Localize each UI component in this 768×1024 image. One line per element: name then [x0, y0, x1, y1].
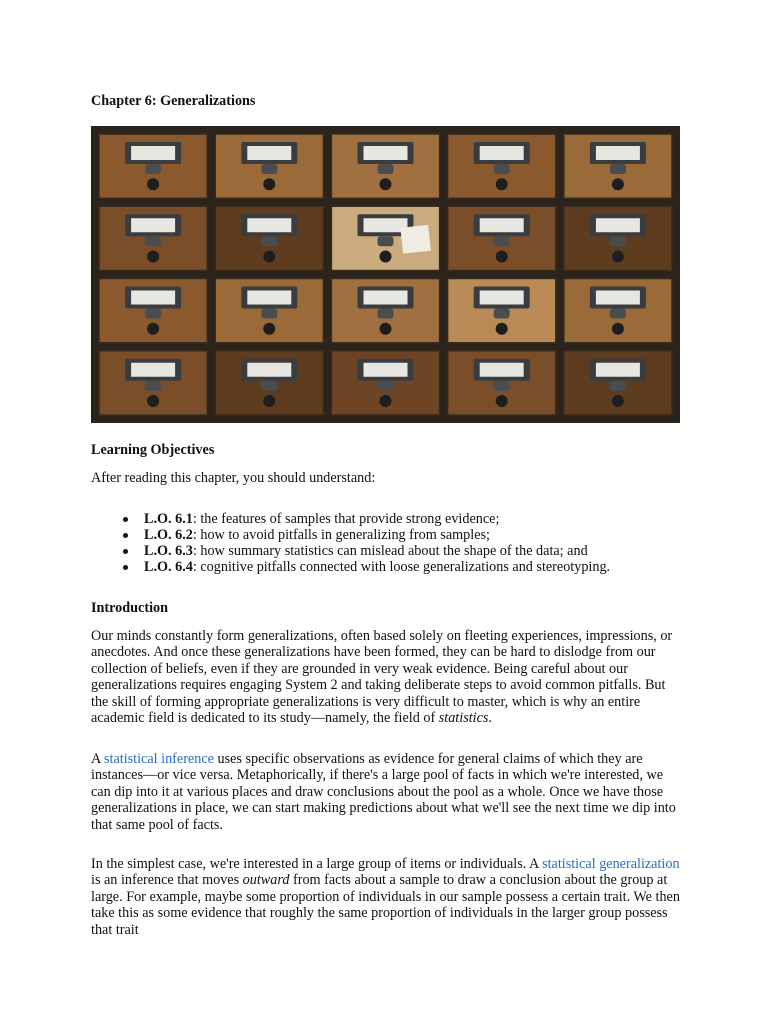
label-card	[596, 363, 640, 377]
paragraph-text: In the simplest case, we're interested in a large group of items or individuals. A	[91, 856, 543, 872]
knob-icon	[263, 395, 275, 407]
drawer-pull	[145, 236, 161, 246]
knob-icon	[147, 178, 159, 190]
drawer-pull	[610, 236, 626, 246]
knob-icon	[263, 251, 275, 263]
label-card	[364, 146, 408, 160]
knob-icon	[496, 323, 508, 335]
knob-icon	[147, 395, 159, 407]
list-item	[91, 527, 711, 543]
knob-icon	[147, 323, 159, 335]
label-card	[131, 146, 175, 160]
drawer-pull	[261, 236, 277, 246]
drawer-pull	[145, 381, 161, 391]
emphasis-text: statistics	[438, 710, 489, 727]
label-card	[596, 146, 640, 160]
knob-icon	[263, 178, 275, 190]
drawer-pull	[261, 309, 277, 319]
introduction-paragraph-2	[91, 751, 681, 833]
knob-icon	[612, 251, 624, 263]
drawer-pull	[494, 381, 510, 391]
label-card	[131, 218, 175, 232]
paragraph-text: uses specific observations as evidence for general claims of which they are instances—or vice versa. Metaphorically, if there's a large pool of facts in which we're interested, we can dip into it at various places and draw conclusions about the pool as a whole. Once we have those generalizations in place, we can start making predictions about what we'll see the next time we dip into that same pool of facts.	[91, 751, 676, 833]
knob-icon	[612, 178, 624, 190]
statistical-generalization-link[interactable]: statistical generalization	[542, 856, 680, 872]
list-item	[91, 511, 711, 527]
learning-objectives-list	[91, 511, 711, 575]
paragraph-text: .	[488, 710, 492, 727]
knob-icon	[263, 323, 275, 335]
knob-icon	[380, 178, 392, 190]
knob-icon	[147, 251, 159, 263]
drawer-pull	[378, 381, 394, 391]
label-card	[131, 291, 175, 305]
card-catalog-drawers-icon	[91, 126, 680, 423]
paragraph-text: from facts about a sample to draw a conclusion about the group at large. For example, maybe some proportion of individuals in our sample possess a certain trait. We then take this as some evidence that roughly the same proportion of individuals in the larger group possess that trait	[91, 872, 680, 938]
label-card	[364, 291, 408, 305]
drawer-pull	[610, 381, 626, 391]
chapter-title: Chapter 6: Generalizations	[91, 93, 256, 109]
learning-objectives-heading: Learning Objectives	[91, 442, 215, 458]
label-card	[480, 218, 524, 232]
list-item	[91, 559, 711, 575]
knob-icon	[496, 395, 508, 407]
drawer-pull	[494, 236, 510, 246]
lo-text: : the features of samples that provide strong evidence;	[192, 511, 500, 527]
introduction-paragraph-3	[91, 856, 681, 938]
paragraph-text: Our minds constantly form generalizations, often based solely on fleeting experiences, impressions, or anecdotes. And once these generalizations have been formed, they can be hard to dislodge from our collection of beliefs, even if they are grounded in very weak evidence. Being careful about our generalizations requires engaging System 2 and taking deliberate steps to avoid common pitfalls. But the skill of forming appropriate generalizations is very difficult to master, which is why an entire academic field is dedicated to its study—namely, the field of	[91, 628, 673, 727]
drawer-pull	[145, 164, 161, 174]
label-card	[596, 218, 640, 232]
taped-note	[400, 225, 431, 254]
label-card	[480, 363, 524, 377]
lo-code: L.O. 6.3	[144, 543, 193, 559]
lo-code: L.O. 6.2	[144, 527, 193, 543]
emphasis-text: outward	[242, 872, 290, 889]
label-card	[247, 291, 291, 305]
drawer-pull	[378, 309, 394, 319]
list-item	[91, 543, 711, 559]
knob-icon	[612, 395, 624, 407]
label-card	[131, 363, 175, 377]
learning-objectives-intro: After reading this chapter, you should understand:	[91, 470, 376, 486]
lo-code: L.O. 6.1	[144, 511, 193, 527]
drawer-pull	[610, 309, 626, 319]
knob-icon	[380, 323, 392, 335]
label-card	[247, 218, 291, 232]
paragraph-text: A	[91, 751, 105, 767]
knob-icon	[380, 395, 392, 407]
paragraph-text: is an inference that moves	[91, 872, 243, 889]
drawer-pull	[261, 381, 277, 391]
drawer-pull	[494, 164, 510, 174]
introduction-heading: Introduction	[91, 600, 168, 616]
drawer-pull	[494, 309, 510, 319]
label-card	[480, 146, 524, 160]
knob-icon	[380, 251, 392, 263]
drawer-pull	[610, 164, 626, 174]
drawer-pull	[261, 164, 277, 174]
label-card	[480, 291, 524, 305]
drawer-pull	[378, 164, 394, 174]
label-card	[247, 146, 291, 160]
label-card	[596, 291, 640, 305]
lo-code: L.O. 6.4	[144, 559, 193, 575]
lo-text: : how to avoid pitfalls in generalizing from samples;	[192, 527, 490, 543]
card-catalog-photo	[91, 126, 680, 423]
statistical-inference-link[interactable]: statistical inference	[104, 751, 214, 767]
drawer-pull	[378, 236, 394, 246]
label-card	[364, 363, 408, 377]
lo-text: : cognitive pitfalls connected with loose generalizations and stereotyping.	[192, 559, 611, 575]
knob-icon	[496, 251, 508, 263]
lo-text: : how summary statistics can mislead about the shape of the data; and	[192, 543, 588, 559]
drawer-pull	[145, 309, 161, 319]
introduction-paragraph-1	[91, 628, 681, 726]
knob-icon	[612, 323, 624, 335]
knob-icon	[496, 178, 508, 190]
label-card	[247, 363, 291, 377]
